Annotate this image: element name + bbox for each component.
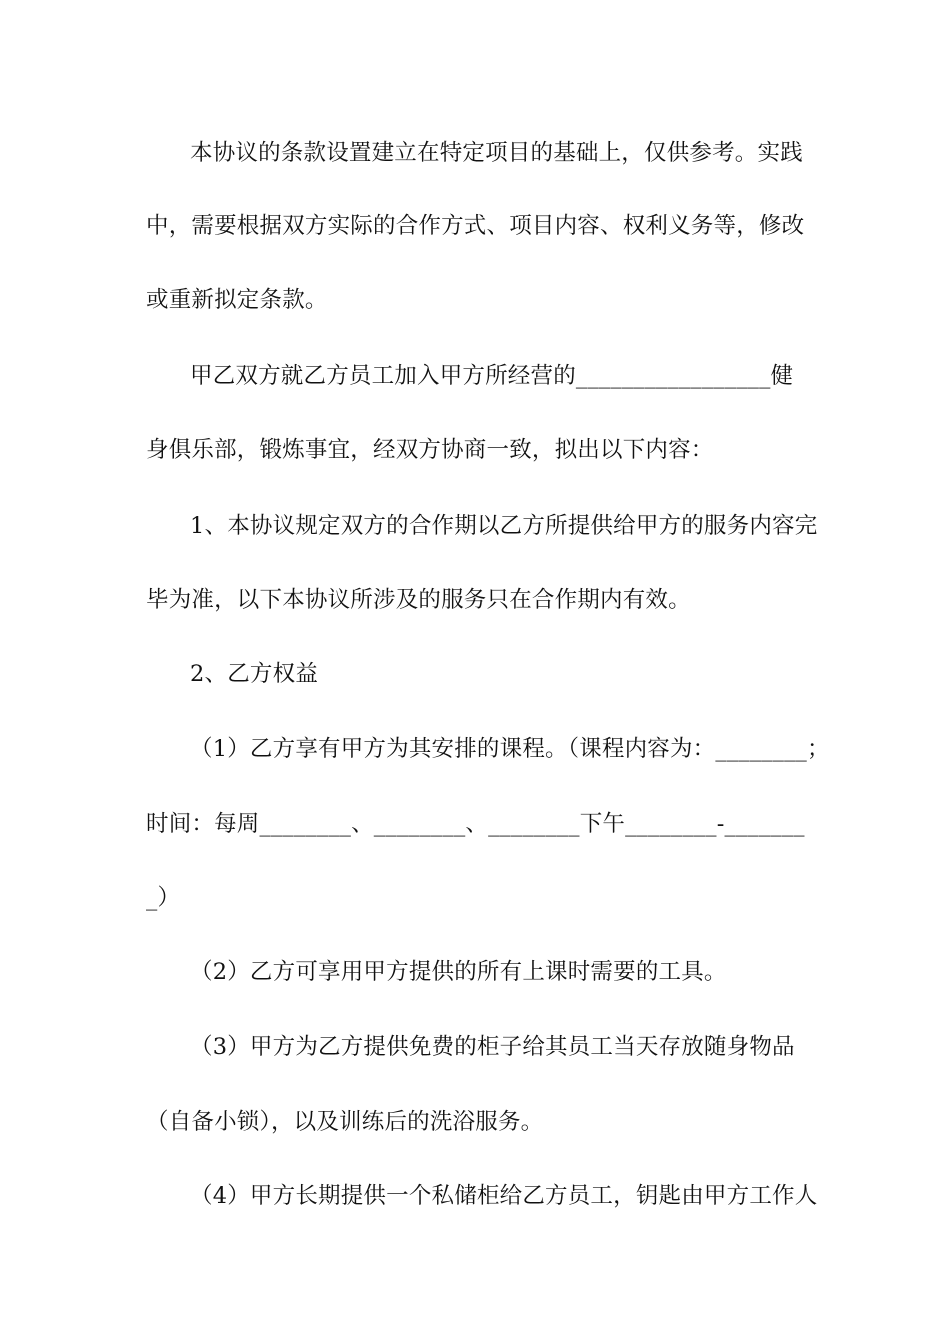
paragraph-preamble-line-1: 甲乙双方就乙方员工加入甲方所经营的_________________健 bbox=[190, 363, 794, 389]
clause-2-item-3-line-1: （3）甲方为乙方提供免费的柜子给其员工当天存放随身物品 bbox=[190, 1034, 795, 1060]
paragraph-preamble-line-2: 身俱乐部，锻炼事宜，经双方协商一致，拟出以下内容： bbox=[146, 437, 714, 463]
paragraph-intro-line-1: 本协议的条款设置建立在特定项目的基础上，仅供参考。实践 bbox=[190, 140, 803, 166]
clause-1-line-2: 毕为准，以下本协议所涉及的服务只在合作期内有效。 bbox=[146, 587, 691, 613]
clause-2-item-1-line-3: _） bbox=[146, 885, 181, 911]
clause-2-item-1-line-1: （1）乙方享有甲方为其安排的课程。（课程内容为：________； bbox=[190, 736, 830, 762]
paragraph-intro-line-3: 或重新拟定条款。 bbox=[146, 287, 328, 313]
clause-2-item-1-line-2: 时间：每周________、________、________下午________-_______ bbox=[146, 811, 805, 837]
clause-2-heading: 2、乙方权益 bbox=[190, 661, 319, 687]
clause-2-item-2: （2）乙方可享用甲方提供的所有上课时需要的工具。 bbox=[190, 959, 727, 985]
paragraph-intro-line-2: 中，需要根据双方实际的合作方式、项目内容、权利义务等，修改 bbox=[146, 213, 805, 239]
clause-2-item-3-line-2: （自备小锁），以及训练后的洗浴服务。 bbox=[146, 1109, 544, 1135]
clause-1-line-1: 1、本协议规定双方的合作期以乙方所提供给甲方的服务内容完 bbox=[190, 513, 818, 539]
clause-2-item-4-line-1: （4）甲方长期提供一个私储柜给乙方员工，钥匙由甲方工作人 bbox=[190, 1183, 818, 1209]
